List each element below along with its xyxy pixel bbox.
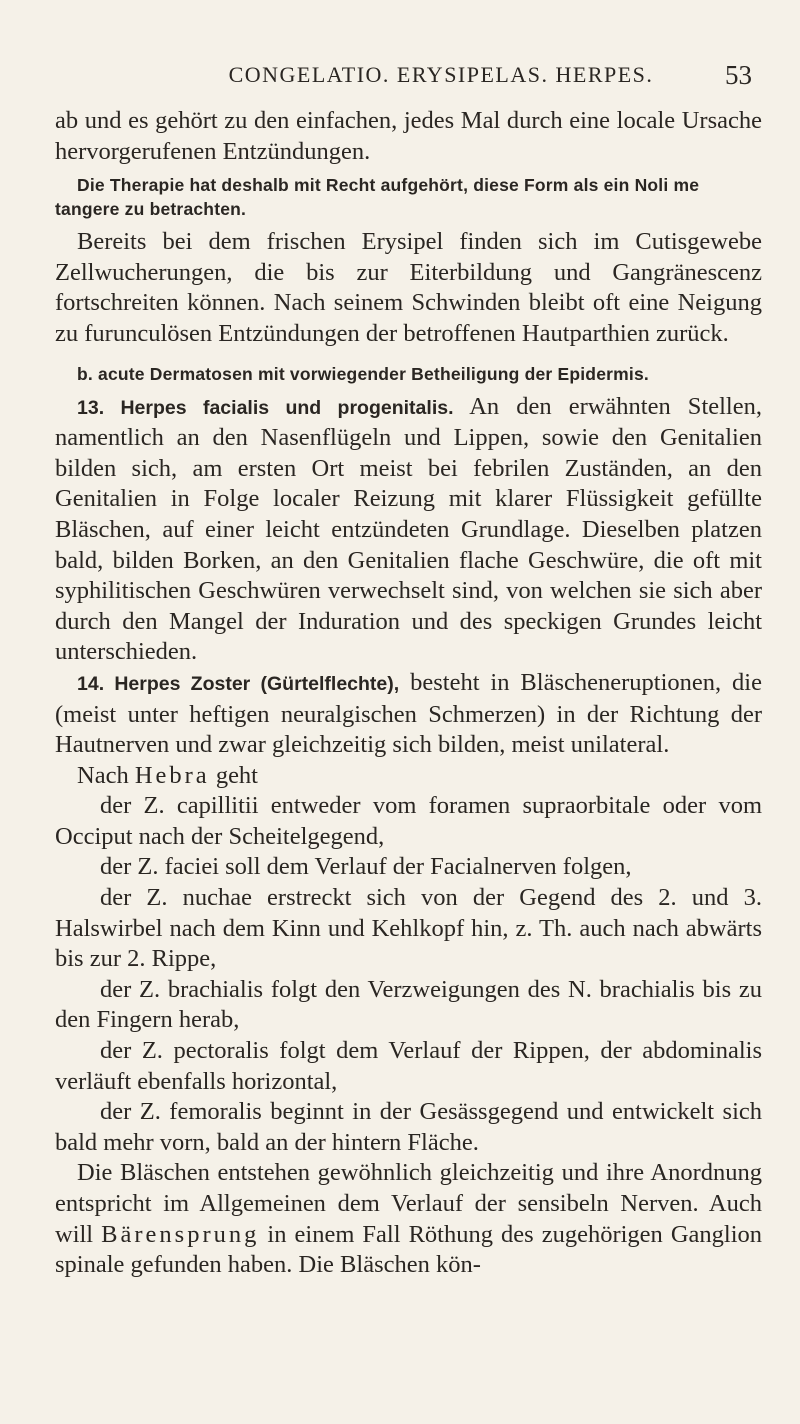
author-baerensprung: Bärensprung [101,1220,260,1248]
section-heading: b. acute Dermatosen mit vorwiegender Betheiligung der Epidermis. [77,363,649,384]
author-hebra: Hebra [134,761,210,789]
blaeschen-text-b: in einem Fall Röthung des zugehörigen Ganglion spinale gefunden haben. Die Bläschen kön- [55,1220,763,1279]
zoster-femoralis: der Z. femoralis beginnt in der Gesässgegend und entwickelt sich bald mehr vorn, bald an der hintern Fläche. [55,1098,762,1156]
running-title: CONGELATIO. ERYSIPELAS. HERPES. [228,62,654,87]
entry-13-text: An den erwähnten Stellen, namentlich an den Nasenflügeln und Lippen, sowie den Genitalien bilden sich, am ersten Ort meist bei febrilen Zuständen, an den Genitalien in Folge localer Reizung mit klarer Flüssigkeit gefüllte Bläschen, auf einer leicht entzündeten Grundlage. Dieselben platzen bald, bilden Borken, an den Genitalien flache Geschwüre, die oft mit syphilitischen Geschwüren verwechselt sind, von welchen sie sich aber durch den Mangel der Induration und des speckigen Grundes leicht unterschieden. [55,392,762,666]
blaeschen-text-a: Die Bläschen entstehen gewöhnlich gleichzeitig und ihre Anordnung entspricht im Allgemeinen dem Verlauf der sensibeln Nerven. Auch will [55,1159,762,1248]
entry-13-title: 13. Herpes facialis und progenitalis. [77,396,454,419]
zoster-faciei: der Z. faciei soll dem Verlauf der Facialnerven folgen, [100,853,632,881]
running-head [130,62,752,98]
page-number: 53 [725,60,752,90]
hebra-pre: Nach [77,761,129,789]
zoster-capillitii: der Z. capillitii entweder vom foramen supraorbitale oder vom Occiput nach der Scheitelgegend, [55,792,762,850]
zoster-pectoralis: der Z. pectoralis folgt dem Verlauf der Rippen, der abdominalis verläuft ebenfalls horizontal, [55,1037,762,1095]
hebra-line [55,761,762,792]
hebra-post: geht [215,761,258,789]
page-body [55,106,762,1281]
entry-herpes-facialis [55,392,762,668]
zoster-brachialis: der Z. brachialis folgt den Verzweigungen des N. brachialis bis zu den Fingern herab, [55,975,762,1034]
entry-14-title: 14. Herpes Zoster (Gürtelflechte), [77,672,400,695]
zoster-nuchae: der Z. nuchae erstreckt sich von der Gegend des 2. und 3. Halswirbel nach dem Kinn und Kehlkopf hin, z. Th. auch nach abwärts bis zur 2. Rippe, [55,884,762,973]
paragraph-blaeschen [55,1158,762,1280]
entry-14-text: besteht in Bläscheneruptionen, die (meist unter heftigen neuralgischen Schmerzen) in der Richtung der Hautnerven und zwar gleichzeitig sich bilden, meist unilateral. [55,668,762,759]
paragraph-continuation: ab und es gehört zu den einfachen, jedes Mal durch eine locale Ursache hervorgerufenen Entzündungen. [55,107,762,165]
paragraph-erysipel: Bereits bei dem frischen Erysipel finden sich im Cutisgewebe Zellwucherungen, die bis zur Eiterbildung und Gangränescenz fortschreiten können. Nach seinem Schwinden bleibt oft eine Neigung zu furunculösen Entzündungen der betroffenen Hautparthien zurück. [55,228,762,347]
therapy-note: Die Therapie hat deshalb mit Recht aufgehört, diese Form als ein Noli me tangere zu betrachten. [55,175,700,220]
entry-herpes-zoster [55,668,762,761]
